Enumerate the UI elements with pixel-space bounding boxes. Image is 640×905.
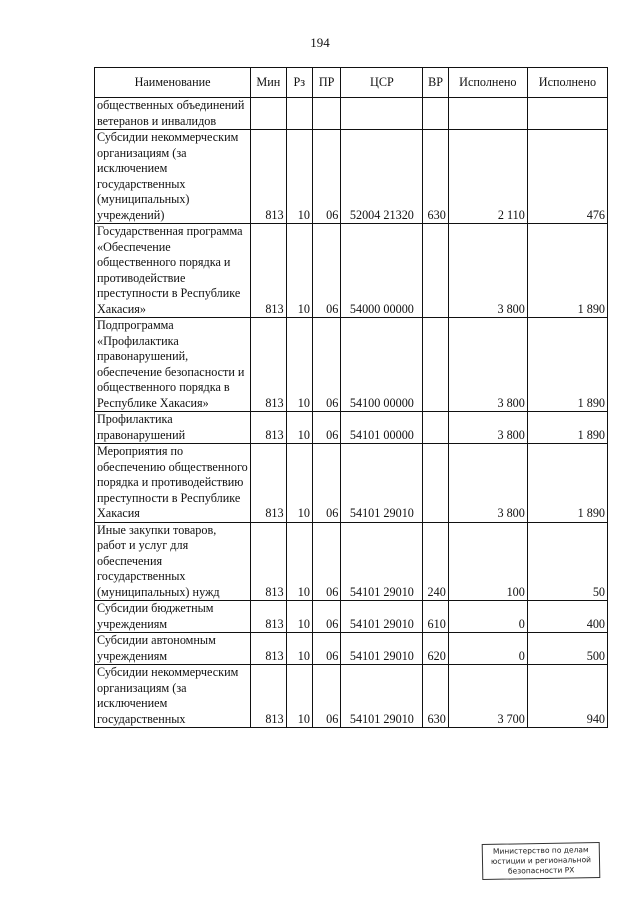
row-min: 813: [251, 130, 286, 224]
row-executed-1: 100: [448, 522, 527, 601]
header-rz: Рз: [286, 68, 312, 98]
row-vr: [423, 318, 448, 412]
row-executed-1: 0: [448, 633, 527, 665]
row-pr: 06: [312, 522, 340, 601]
row-min: 813: [251, 444, 286, 523]
table-row: [95, 601, 608, 633]
row-executed-1: 3 800: [448, 444, 527, 523]
row-pr: 06: [312, 665, 340, 728]
row-executed-1: 3 700: [448, 665, 527, 728]
row-vr: 240: [423, 522, 448, 601]
row-executed-1: 0: [448, 601, 527, 633]
row-executed-2: 1 890: [527, 412, 607, 444]
table-row: [95, 665, 608, 728]
row-executed-2: 476: [527, 130, 607, 224]
row-name: Субсидии бюджетным учреждениям: [95, 601, 251, 633]
row-vr: [423, 98, 448, 130]
row-executed-1: 2 110: [448, 130, 527, 224]
row-vr: 630: [423, 130, 448, 224]
row-pr: 06: [312, 130, 340, 224]
row-pr: 06: [312, 444, 340, 523]
table-body: [95, 98, 608, 728]
row-executed-2: 500: [527, 633, 607, 665]
table-header-row: [95, 68, 608, 98]
row-name: Подпрограмма «Профилактика правонарушений, обеспечение безопасности и общественного порядка в Республике Хакасия»: [95, 318, 251, 412]
row-name: Мероприятия по обеспечению общественного порядка и противодействию преступности в Республике Хакасия: [95, 444, 251, 523]
row-vr: 610: [423, 601, 448, 633]
row-executed-1: 3 800: [448, 412, 527, 444]
row-csr: 54101 29010: [341, 665, 423, 728]
header-csr: ЦСР: [341, 68, 423, 98]
header-name: Наименование: [95, 68, 251, 98]
row-name: Субсидии некоммерческим организациям (за исключением государственных: [95, 665, 251, 728]
row-pr: 06: [312, 412, 340, 444]
row-name: Профилактика правонарушений: [95, 412, 251, 444]
row-executed-2: 1 890: [527, 224, 607, 318]
row-name: Государственная программа «Обеспечение общественного порядка и противодействие преступности в Республике Хакасия»: [95, 224, 251, 318]
row-name: Иные закупки товаров, работ и услуг для обеспечения государственных (муниципальных) нужд: [95, 522, 251, 601]
ministry-stamp: Министерство по делам юстиции и региональной безопасности РХ: [482, 842, 601, 880]
row-csr: 54101 00000: [341, 412, 423, 444]
row-csr: 54101 29010: [341, 444, 423, 523]
row-csr: 54101 29010: [341, 601, 423, 633]
row-rz: 10: [286, 633, 312, 665]
row-executed-1: 3 800: [448, 318, 527, 412]
row-rz: 10: [286, 412, 312, 444]
row-pr: [312, 98, 340, 130]
row-csr: [341, 98, 423, 130]
row-executed-2: [527, 98, 607, 130]
row-pr: 06: [312, 633, 340, 665]
row-executed-2: 400: [527, 601, 607, 633]
row-min: 813: [251, 412, 286, 444]
row-name: Субсидии некоммерческим организациям (за исключением государственных (муниципальных) учреждений): [95, 130, 251, 224]
table-row: [95, 130, 608, 224]
row-min: 813: [251, 665, 286, 728]
row-vr: 620: [423, 633, 448, 665]
row-executed-1: 3 800: [448, 224, 527, 318]
row-vr: [423, 412, 448, 444]
row-pr: 06: [312, 224, 340, 318]
row-csr: 54101 29010: [341, 633, 423, 665]
row-executed-1: [448, 98, 527, 130]
row-vr: [423, 224, 448, 318]
table-row: [95, 224, 608, 318]
row-csr: 52004 21320: [341, 130, 423, 224]
row-min: [251, 98, 286, 130]
row-pr: 06: [312, 601, 340, 633]
page-number: 194: [310, 35, 330, 50]
row-name: Субсидии автономным учреждениям: [95, 633, 251, 665]
row-rz: [286, 98, 312, 130]
row-rz: 10: [286, 318, 312, 412]
row-rz: 10: [286, 665, 312, 728]
row-executed-2: 940: [527, 665, 607, 728]
table-row: [95, 412, 608, 444]
table-row: [95, 444, 608, 523]
header-vr: ВР: [423, 68, 448, 98]
row-csr: 54100 00000: [341, 318, 423, 412]
header-min: Мин: [251, 68, 286, 98]
row-min: 813: [251, 522, 286, 601]
row-vr: 630: [423, 665, 448, 728]
row-executed-2: 1 890: [527, 318, 607, 412]
budget-table: [94, 67, 608, 728]
row-executed-2: 1 890: [527, 444, 607, 523]
row-rz: 10: [286, 130, 312, 224]
row-pr: 06: [312, 318, 340, 412]
table-row: [95, 522, 608, 601]
row-vr: [423, 444, 448, 523]
row-min: 813: [251, 601, 286, 633]
row-rz: 10: [286, 601, 312, 633]
table-row: [95, 98, 608, 130]
row-csr: 54101 29010: [341, 522, 423, 601]
header-executed-2: Исполнено: [527, 68, 607, 98]
header-pr: ПР: [312, 68, 340, 98]
row-executed-2: 50: [527, 522, 607, 601]
row-rz: 10: [286, 522, 312, 601]
row-rz: 10: [286, 224, 312, 318]
row-min: 813: [251, 224, 286, 318]
header-executed-1: Исполнено: [448, 68, 527, 98]
row-rz: 10: [286, 444, 312, 523]
table-row: [95, 318, 608, 412]
row-csr: 54000 00000: [341, 224, 423, 318]
row-name: общественных объединений ветеранов и инвалидов: [95, 98, 251, 130]
table-row: [95, 633, 608, 665]
row-min: 813: [251, 633, 286, 665]
row-min: 813: [251, 318, 286, 412]
